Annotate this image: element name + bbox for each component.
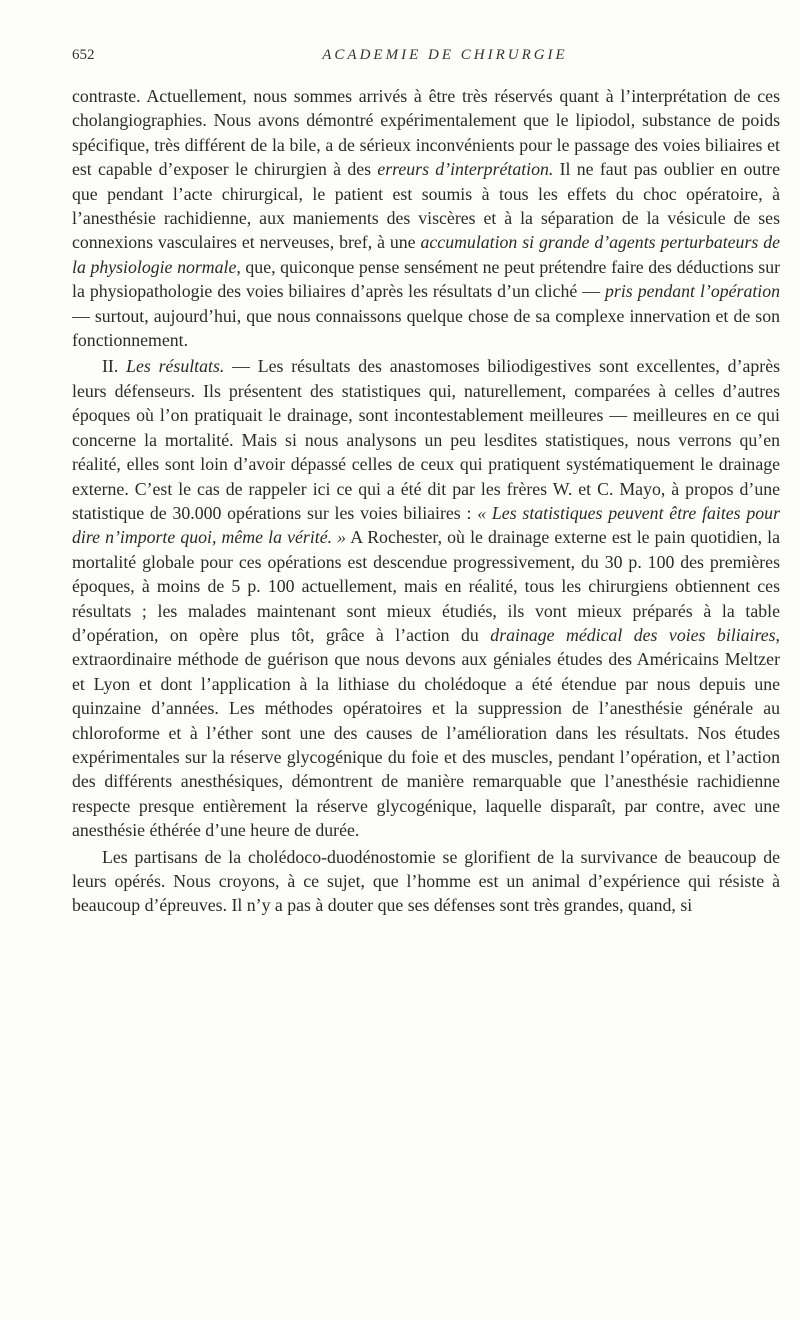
text-run: Les partisans de la cholédoco-duodénostomie se glorifient de la survivance de beaucoup de leurs opérés. Nous croyons, à ce sujet, que l’homme est un animal d’expérience qui résiste à beaucoup d’épreuves. Il n’y a pas à douter que ses défenses sont très grandes, quand, si <box>72 846 780 916</box>
italic-text-run: « Les statistiques peuvent être faites pour dire n’importe quoi, même la vérité. » <box>72 502 780 548</box>
paragraph <box>72 845 780 918</box>
page-number: 652 <box>72 47 95 63</box>
text-run: contraste. Actuellement, nous sommes arrivés à être très réservés quant à l’interprétation de ces cholangiographies. Nous avons démontré expérimentalement que le lipiodol, substance de poids spécifique, très différent de la bile, a de sérieux inconvénients pour le passage des voies biliaires et est capable d’exposer le chirurgien à des <box>72 86 780 180</box>
text-run: — surtout, aujourd’hui, que nous connaissons quelque chose de sa complexe innervation et de son fonctionnement. <box>72 305 780 351</box>
italic-text-run: Les résultats. <box>126 356 225 377</box>
italic-text-run: drainage médical des voies biliaires <box>490 624 776 645</box>
text-run: II. <box>102 356 127 377</box>
paragraph <box>72 354 780 842</box>
italic-text-run: erreurs d’interprétation. <box>377 159 554 180</box>
body-text <box>72 84 780 918</box>
text-run: A Rochester, où le drainage externe est le pain quotidien, la mortalité globale pour ces opérations est descendue progressivement, du 30 p. 100 des premières époques, à moins de 5 p. 100 actuellement, mais en réalité, tous les chirurgiens obtiennent ces résultats ; les malades maintenant sont mieux étudiés, ils vont mieux préparés à la table d’opération, on opère plus tôt, grâce à l’action du <box>72 527 780 645</box>
italic-text-run: pris pendant l’opération <box>605 281 781 302</box>
text-run: , extraordinaire méthode de guérison que nous devons aux géniales études des Américains Meltzer et Lyon et dont l’application à la lithiase du cholédoque a été étendue par nous depuis une quinzaine d’années. Les méthodes opératoires et la suppression de l’anesthésie générale au chloroforme et à l’éther sont une des causes de l’amélioration dans les résultats. Nos études expérimentales sur la réserve glycogénique du foie et des muscles, pendant l’opération, et l’action des différents anesthésiques, démontrent de manière remarquable que l’anesthésie rachidienne respecte presque entièrement la réserve glycogénique, laquelle disparaît, par contre, avec une anesthésie éthérée d’une heure de durée. <box>72 624 780 841</box>
text-run: , que, quiconque pense sensément ne peut prétendre faire des déductions sur la physiopathologie des voies biliaires d’après les résultats d’un cliché — <box>72 256 781 302</box>
italic-text-run: accumulation si grande d’agents perturbateurs de la physiologie normale <box>72 232 780 277</box>
text-run: — Les résultats des anastomoses biliodigestives sont excellentes, d’après leurs défenseurs. Ils présentent des statistiques qui, naturellement, comparées à celles d’autres époques où l’on pratiquait le drainage, sont incontestablement meilleures — meilleures en ce qui concerne la mortalité. Mais si nous analysons un peu lesdites statistiques, nous verrons qu’en réalité, elles sont loin d’avoir dépassé celles de ceux qui pratiquent systématiquement le drainage externe. C’est le cas de rappeler ici ce qui a été dit par les frères W. et C. Mayo, à propos d’une statistique de 30.000 opérations sur les voies biliaires : <box>72 356 781 523</box>
page-header <box>72 40 778 70</box>
paragraph <box>72 84 780 352</box>
running-head: ACADEMIE DE CHIRURGIE <box>322 47 568 63</box>
text-run: Il ne faut pas oublier en outre que pendant l’acte chirurgical, le patient est soumis à tous les effets du choc opératoire, à l’anesthésie rachidienne, aux maniements des viscères et à la séparation de la vésicule de ses connexions vasculaires et nerveuses, bref, à une <box>72 159 780 253</box>
